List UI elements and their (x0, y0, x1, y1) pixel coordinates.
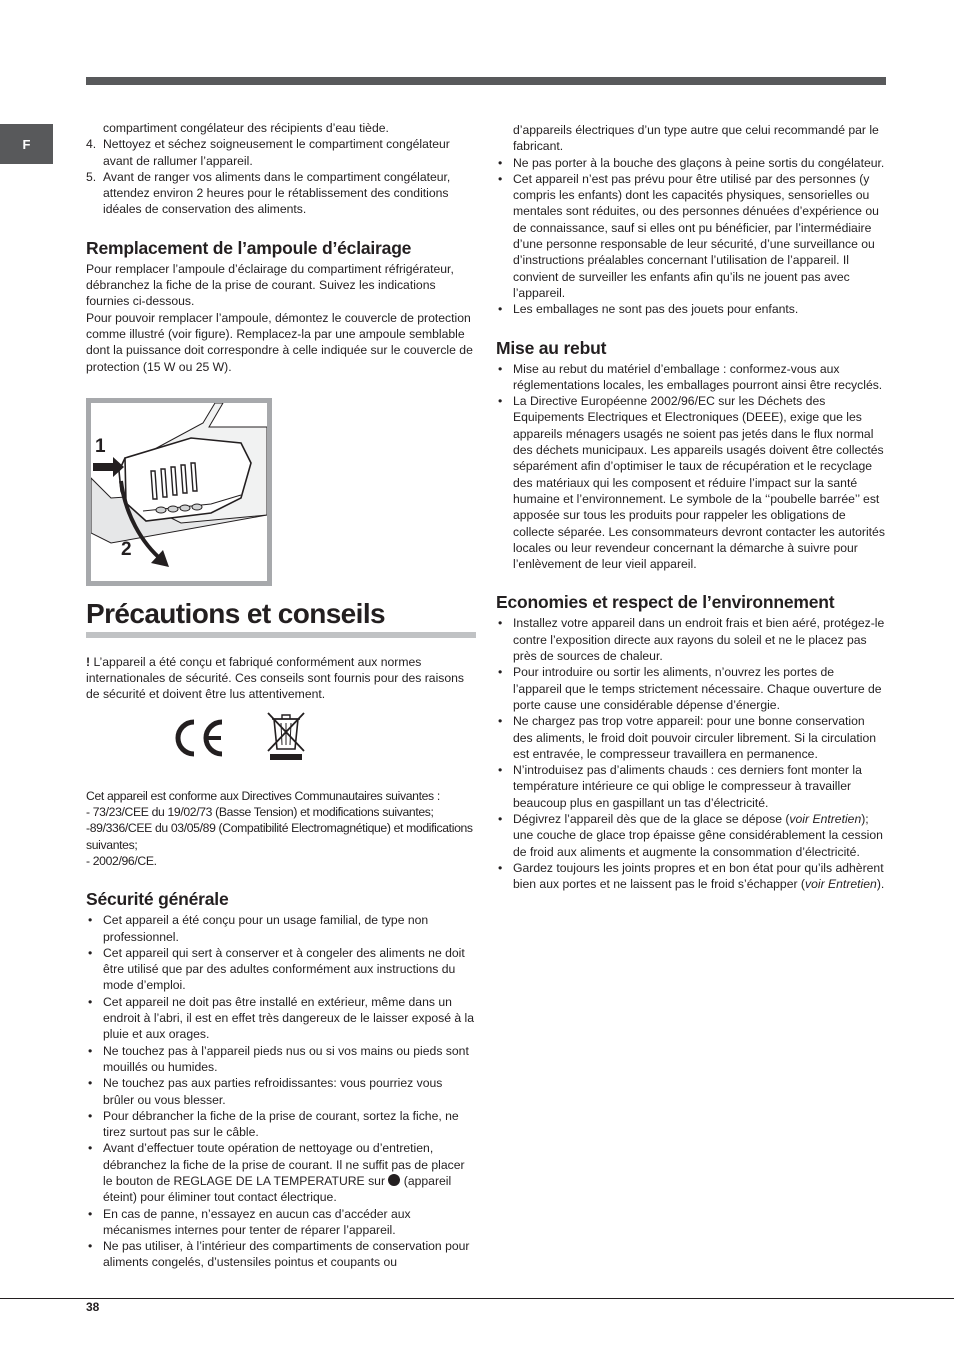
step-text: Avant de ranger vos aliments dans le compartiment congélateur, attendez environ 2 heures pour le rétablissement des conditions idéales de conservation des aliments. (103, 169, 451, 217)
crossed-bin-icon (264, 709, 308, 761)
item-text: Avant d’effectuer toute opération de nettoyage ou d’entretien, débranchez la fiche de la prise de courant. Il ne suffit pas de placer le bouton de REGLAGE DE LA TEMPERATURE sur (103, 1141, 465, 1188)
step-number: 4. (86, 137, 97, 152)
list-item: • La Directive Européenne 2002/96/EC sur les Déchets des Equipements Electriques et Electroniques (DEEE), exige que les appareils ménagers usagés ne soient pas jetés dans le flux normal des déchets municipaux. Les appareils usagés doivent être collectés séparément afin d’optimiser le taux de récupération et le recyclage des matériaux qui les composent et réduire l’impact sur la santé humaine et l’environnement. Le symbole de la ‘‘poubelle barrée’’ est apposée sur tous les produits pour rappeler les obligations de collecte séparée. Les consommateurs devront contacter les autorités locales ou leur revendeur concernant la démarche à suivre pour l’enlèvement de leur vieil appareil. (496, 393, 886, 572)
precautions-heading: Précautions et conseils (86, 598, 476, 638)
list-item: • Ne touchez pas aux parties refroidissantes: vous pourriez vous brûler ou vous blesser. (86, 1075, 476, 1108)
list-item (86, 136, 476, 169)
ce-mark-icon (174, 718, 226, 758)
language-tab: F (0, 124, 53, 164)
step-number: 5. (86, 169, 97, 184)
rebut-list (496, 361, 886, 573)
item-text: ); une couche de glace trop épaisse gêne considérablement la cession de froid aux aliments et augmente la consommation d’électricité. (513, 811, 883, 859)
page-number: 38 (86, 1300, 100, 1314)
list-item: • Ne touchez pas à l’appareil pieds nus ou si vos mains ou pieds sont mouillés ou humides. (86, 1043, 476, 1076)
list-item: • Ne pas utiliser, à l’intérieur des compartiments de conservation pour aliments congelés, d’ustensiles pointus et coupants ou (86, 1238, 476, 1271)
off-position-icon (388, 1174, 400, 1186)
step-3-continuation: compartiment congélateur des récipients d’eau tiède. (103, 121, 389, 135)
list-item: • Cet appareil n’est pas prévu pour être utilisé par des personnes (y compris les enfants) dont les capacités physiques, sensorielles ou mentales sont réduites, ou des personnes dénuées d’expérience ou de connaissance, sauf si elles ont pu bénéficier, par l’intermédiaire d’une personne responsable de leur sécurité, d’une surveillance ou d’instructions préalables concernant l’utilisation de l’appareil. Il convient de surveiller les enfants afin qu’ils ne jouent pas avec l’appareil. (496, 171, 886, 301)
securite-list (86, 912, 476, 1271)
lamp-cover-illustration (91, 403, 267, 581)
warning-mark: ! (86, 654, 91, 669)
item-text: Dégivrez l’appareil dès que de la glace se dépose ( (513, 811, 790, 826)
item-continuation: d’appareils électriques d’un type autre que celui recommandé par le fabricant. (513, 123, 879, 154)
cleaning-steps (86, 136, 476, 217)
directive-line: - 2002/96/CE. (86, 853, 157, 868)
cross-reference: voir Entretien (805, 877, 877, 892)
ampoule-paragraph-1: Pour remplacer l’ampoule d’éclairage du compartiment réfrigérateur, débranchez la fiche de la prise de courant. Suivez les indications fournies ci-dessous. (86, 261, 454, 309)
list-item (86, 169, 476, 218)
lamp-cover-figure (86, 398, 272, 586)
securite-heading: Sécurité générale (86, 889, 229, 910)
list-item: • Cet appareil ne doit pas être installé en extérieur, même dans un endroit à l’abri, il est en effet très dangereux de le laisser exposé à la pluie et aux orages. (86, 994, 476, 1043)
directives-block (86, 788, 476, 869)
securite-list-continued (496, 155, 886, 318)
list-item: • Ne chargez pas trop votre appareil: pour une bonne conservation des aliments, le froid doit pouvoir circuler librement. Si la circulation est entravée, le compresseur travaillera en permanence. (496, 713, 886, 762)
ampoule-paragraph-2: Pour pouvoir remplacer l’ampoule, démontez le couvercle de protection comme illustré (voir figure). Remplacez-la par une ampoule semblable dont la puissance doit correspondre à celle indiquée sur le couvercle de protection (15 W ou 25 W). (86, 310, 473, 374)
directive-line: -89/336/CEE du 03/05/89 (Compatibilité Electromagnétique) et modifications suivantes; (86, 821, 473, 852)
left-column (86, 120, 476, 1271)
list-item: • Les emballages ne sont pas des jouets pour enfants. (496, 301, 886, 317)
item-text: ). (876, 877, 885, 892)
directive-line: - 73/23/CEE du 19/02/73 (Basse Tension) et modifications suivantes; (86, 805, 434, 820)
list-item (496, 860, 886, 893)
safety-warning (86, 654, 476, 703)
figure-label-2: 2 (121, 538, 132, 560)
list-item: • Pour introduire ou sortir les aliments, n’ouvrez les portes de l’appareil que le temps strictement nécessaire. Chaque ouverture de porte cause une considérable dépense d’énergie. (496, 664, 886, 713)
item-text: Gardez toujours les joints propres et en bon état pour qu’ils adhèrent bien aux portes et ne laissent pas le froid s’échapper ( (513, 860, 884, 892)
list-item: • Pour débrancher la fiche de la prise de courant, sortez la fiche, ne tirez surtout pas sur le câble. (86, 1108, 476, 1141)
list-item: • Installez votre appareil dans un endroit frais et bien aéré, protégez-le contre l’exposition directe aux rayons du soleil et ne le placez pas près de sources de chaleur. (496, 615, 886, 664)
list-item: • Mise au rebut du matériel d’emballage : conformez-vous aux réglementations locales, les emballages pourront ainsi être recyclés. (496, 361, 886, 394)
bottom-rule (0, 1298, 954, 1299)
list-item: • Cet appareil a été conçu pour un usage familial, de type non professionnel. (86, 912, 476, 945)
ampoule-heading: Remplacement de l’ampoule d’éclairage (86, 237, 412, 258)
right-column (496, 122, 886, 892)
figure-label-1: 1 (95, 435, 106, 457)
cross-reference: voir Entretien (789, 811, 862, 826)
item-text: (appareil éteint) pour éliminer tout contact électrique. (103, 1173, 452, 1205)
step-text: Nettoyez et séchez soigneusement le compartiment congélateur avant de rallumer l’appareil. (103, 137, 450, 168)
list-item (86, 1140, 476, 1205)
list-item: • Cet appareil qui sert à conserver et à congeler des aliments ne doit être utilisé que par des adultes conformément aux instructions du mode d’emploi. (86, 945, 476, 994)
top-rule (86, 77, 886, 85)
list-item: • En cas de panne, n’essayez en aucun cas d’accéder aux mécanismes internes pour tenter de réparer l’appareil. (86, 1206, 476, 1239)
directive-line: Cet appareil est conforme aux Directives Communautaires suivantes : (86, 788, 440, 803)
list-item (496, 811, 886, 860)
economies-heading: Economies et respect de l’environnement (496, 592, 835, 613)
economies-list (496, 615, 886, 892)
list-item: • N’introduisez pas d’aliments chauds : ces derniers font monter la température intérieure ce qui oblige le compresseur à travailler beaucoup plus en gaspillant un tas d’électricité. (496, 762, 886, 811)
warning-text: L’appareil a été conçu et fabriqué conformément aux normes internationales de sécurité. Ces conseils sont fournis pour des raisons de sécurité et doivent être lus attentivement. (86, 654, 465, 702)
rebut-heading: Mise au rebut (496, 337, 607, 358)
list-item: • Ne pas porter à la bouche des glaçons à peine sortis du congélateur. (496, 155, 886, 171)
conformity-logos (86, 706, 476, 782)
